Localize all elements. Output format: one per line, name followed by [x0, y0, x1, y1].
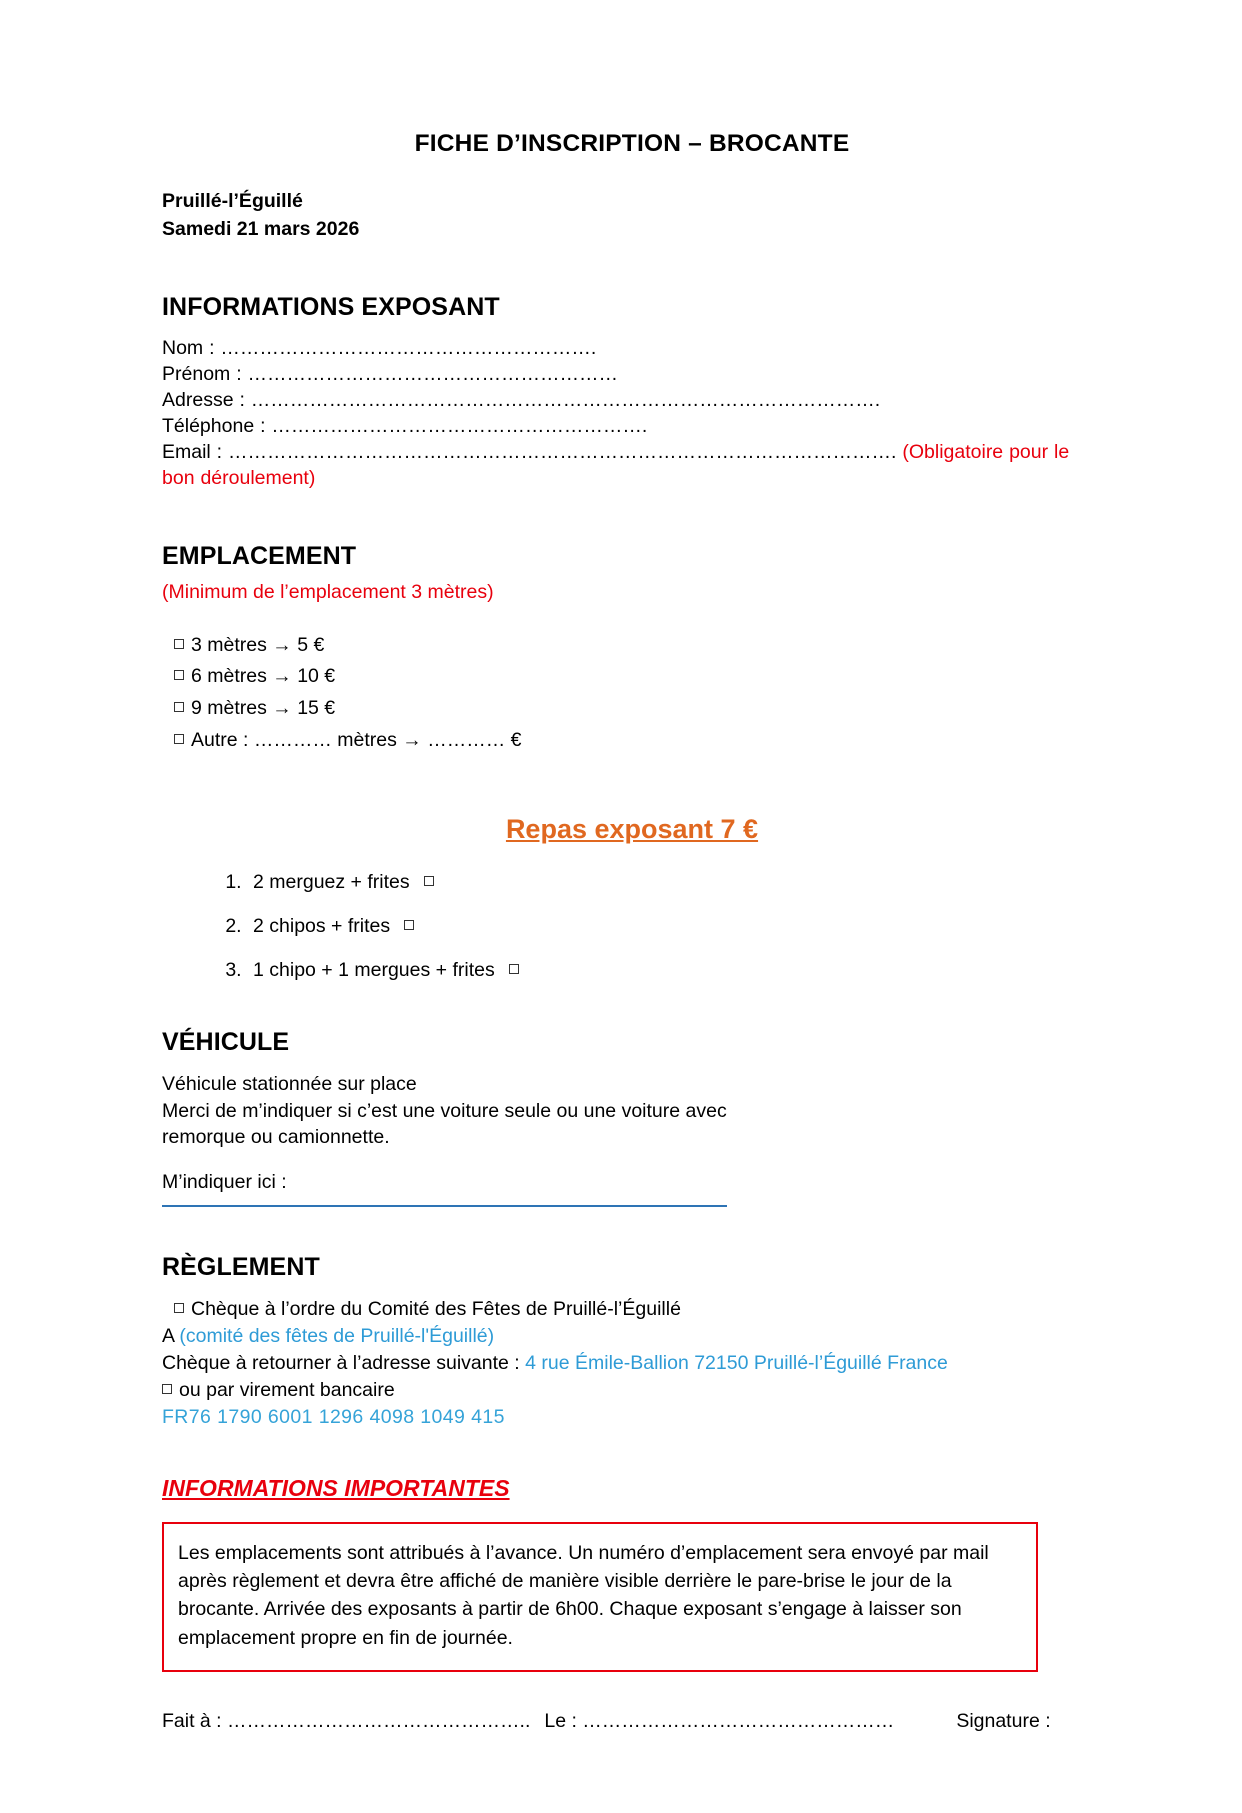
section-heading-exposant: INFORMATIONS EXPOSANT	[162, 293, 500, 322]
reglement-a-line	[162, 1323, 1102, 1350]
field-fait-a[interactable]: Fait à : ………………………………………..	[162, 1709, 531, 1732]
option-label: 6 mètres → 10 €	[191, 665, 336, 688]
reglement-iban: FR76 1790 6001 1296 4098 1049 415	[162, 1405, 505, 1428]
checkbox-icon[interactable]	[509, 964, 519, 974]
checkbox-icon[interactable]	[174, 734, 184, 744]
repas-option-1[interactable]	[247, 871, 1102, 894]
infos-importantes-heading: INFORMATIONS IMPORTANTES	[162, 1474, 510, 1501]
event-date: Samedi 21 mars 2026	[162, 217, 360, 240]
repas-options	[202, 871, 1102, 982]
field-email[interactable]	[162, 440, 1102, 492]
infos-importantes-box: Les emplacements sont attribués à l’avance. Un numéro d’emplacement sera envoyé par mail après règlement et devra être affiché de manière visible derrière le pare-brise le jour de la brocante. Arrivée des exposants à partir de 6h00. Chaque exposant s’engage à laisser son emplacement propre en fin de journée.	[162, 1522, 1038, 1672]
event-place: Pruillé-l’Éguillé	[162, 190, 303, 212]
repas-option-2[interactable]	[247, 915, 1102, 938]
option-label: Autre : ………… mètres → ………… €	[191, 728, 522, 751]
section-heading-emplacement: EMPLACEMENT	[162, 541, 357, 570]
repas-option-label: 2 chipos + frites	[253, 915, 391, 938]
checkbox-icon[interactable]	[162, 1384, 172, 1394]
field-nom[interactable]: Nom : ………………………………………………….	[162, 337, 597, 360]
field-le[interactable]: Le : …………………………………………	[544, 1709, 895, 1732]
emplacement-options	[162, 630, 1102, 756]
reglement-cheque-option[interactable]	[162, 1296, 1102, 1323]
reglement-block	[162, 1296, 1102, 1431]
checkbox-icon[interactable]	[174, 639, 184, 649]
repas-option-label: 2 merguez + frites	[253, 871, 410, 894]
option-autre[interactable]	[162, 725, 1102, 757]
reglement-a-label: A	[162, 1325, 180, 1348]
checkbox-icon[interactable]	[424, 876, 434, 886]
vehicule-prompt: M’indiquer ici :	[162, 1170, 287, 1193]
checkbox-icon[interactable]	[174, 670, 184, 680]
section-heading-vehicule: VÉHICULE	[162, 1028, 290, 1057]
section-heading-reglement: RÈGLEMENT	[162, 1253, 320, 1282]
vehicule-input-rule[interactable]	[162, 1205, 727, 1207]
spacer	[162, 1151, 1102, 1169]
option-3-metres[interactable]	[162, 630, 1102, 662]
repas-option-3[interactable]	[247, 959, 1102, 982]
reglement-virement-label: ou par virement bancaire	[179, 1379, 395, 1401]
reglement-virement-option[interactable]	[162, 1377, 1102, 1404]
checkbox-icon[interactable]	[174, 702, 184, 712]
reglement-address-value: 4 rue Émile-Ballion 72150 Pruillé-l’Éguillé France	[525, 1352, 948, 1375]
option-label: 3 mètres → 5 €	[191, 633, 325, 656]
vehicule-line-2: Merci de m’indiquer si c’est une voiture seule ou une voiture avec	[162, 1099, 727, 1122]
checkbox-icon[interactable]	[174, 1303, 184, 1313]
checkbox-icon[interactable]	[404, 920, 414, 930]
reglement-address-line	[162, 1350, 1102, 1377]
field-prenom[interactable]: Prénom : …………………………………………………	[162, 363, 619, 386]
signature-row	[162, 1710, 1102, 1733]
exposant-fields	[162, 336, 1102, 492]
field-email-label: Email : ………………………………………………………………………………………….	[162, 441, 897, 464]
reglement-address-label: Chèque à retourner à l’adresse suivante :	[162, 1352, 526, 1375]
field-adresse[interactable]: Adresse : …………………………………………………………………………………….	[162, 389, 881, 412]
reglement-a-value: (comité des fêtes de Pruillé-l'Éguillé)	[179, 1325, 495, 1348]
reglement-cheque-label: Chèque à l’ordre du Comité des Fêtes de Pruillé-l’Éguillé	[191, 1298, 681, 1321]
field-email-note: (Obligatoire pour le bon déroulement)	[162, 441, 1070, 489]
option-9-metres[interactable]	[162, 693, 1102, 725]
option-6-metres[interactable]	[162, 661, 1102, 693]
event-location-date	[162, 188, 1102, 243]
repas-title: Repas exposant 7 €	[505, 814, 759, 845]
emplacement-note: (Minimum de l’emplacement 3 mètres)	[162, 580, 494, 603]
page-title: FICHE D’INSCRIPTION – BROCANTE	[414, 130, 850, 157]
field-signature[interactable]: Signature :	[956, 1709, 1051, 1732]
repas-option-label: 1 chipo + 1 mergues + frites	[253, 959, 495, 982]
field-telephone[interactable]: Téléphone : ………………………………………………….	[162, 415, 648, 438]
option-label: 9 mètres → 15 €	[191, 697, 336, 720]
vehicule-line-1: Véhicule stationnée sur place	[162, 1073, 417, 1096]
vehicule-line-3: remorque ou camionnette.	[162, 1126, 390, 1149]
